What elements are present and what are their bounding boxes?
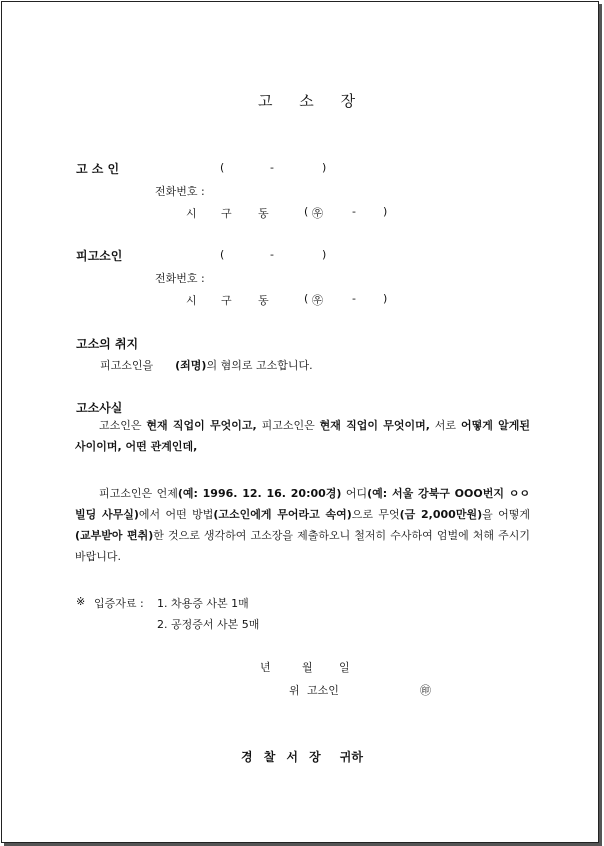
evidence-item-2: 2. 공정증서 사본 5매 [157,618,260,631]
purpose-text-a: 피고소인을 [100,359,154,372]
facts-p1-d: 현재 직업이 무엇이며, [319,419,430,432]
facts-p1-c: 피고소인은 [256,419,320,432]
document-title [258,90,355,111]
facts-p1-e: 서로 [429,419,461,432]
date-month: 월 [302,661,313,674]
accused-phone-label: 전화번호 : [155,272,205,285]
date-year: 년 [260,661,271,674]
addressee-suffix: 귀하 [339,750,363,764]
accused-rrn-open: ( [220,248,225,261]
purpose-text-c: 의 혐의로 고소합니다. [206,359,313,372]
addressee-char: 경 [241,750,253,764]
addressee-char: 서 [286,750,298,764]
accused-postal-open: ( [304,292,309,305]
complainant-rrn-close: ) [322,161,327,174]
complainant-rrn-open: ( [220,161,225,174]
evidence-item-1: 1. 차용증 사본 1매 [157,597,249,610]
document-page [1,1,599,843]
complainant-postal-open: ( [304,205,309,218]
title-char: 장 [340,92,356,110]
facts-p2-b: (예: 1996. 12. 16. 20:00경) [177,487,342,500]
complainant-label: 고 소 인 [76,162,120,176]
facts-p2-e: 에서 어떤 방법 [138,508,214,521]
facts-paragraph-1 [75,415,530,457]
date-day: 일 [339,661,350,674]
purpose-text [100,357,313,373]
accused-rrn-close: ) [322,248,327,261]
facts-p2-c: 어디 [341,487,368,500]
purpose-heading: 고소의 취지 [76,337,139,351]
facts-p2-f: (고소인에게 무어라고 속여) [213,508,352,521]
facts-p2-i: 을 어떻게 [482,508,530,521]
addressee [241,746,363,765]
accused-addr-dong: 동 [258,294,269,307]
complainant-phone-label: 전화번호 : [155,185,205,198]
facts-heading: 고소사실 [76,401,123,415]
addressee-char: 찰 [263,750,276,764]
facts-p2-g: 으로 무엇 [351,508,400,521]
purpose-crime-name: (죄명) [175,359,207,372]
complainant-addr-si: 시 [186,207,197,220]
accused-postal-dash: - [352,292,356,305]
accused-addr-si: 시 [186,294,197,307]
facts-p2-k: 한 것으로 생각하여 고소장을 제출하오니 철저히 수사하여 엄벌에 처해 주시기 바랍니다. [75,529,531,563]
complainant-addr-dong: 동 [258,207,269,220]
facts-p2-j: (교부받아 편취) [75,529,154,542]
evidence-label: 입증자료 : [94,597,144,610]
complainant-postal-close: ) [383,205,388,218]
title-char: 소 [299,92,314,110]
facts-p2-h: (금 2,000만원) [399,508,483,521]
facts-p2-a: 피고소인은 언제 [99,487,178,500]
facts-p1-b: 현재 직업이 무엇이고, [146,419,257,432]
signer-label: 고소인 [307,684,339,697]
facts-p1-f: 어떻게 알게된 사이이며, 어떤 관계인데, [75,419,530,453]
seal-icon: ㊞ [420,684,431,697]
accused-addr-gu: 구 [221,294,232,307]
addressee-char: 장 [309,750,321,764]
complainant-postal-dash: - [352,205,356,218]
facts-paragraph-2 [75,483,530,567]
signer-prefix: 위 [289,684,300,697]
postal-mark-icon: ㉾ [312,294,323,307]
complainant-rrn-dash: - [270,161,274,174]
facts-p1-a: 고소인은 [99,419,147,432]
accused-label: 피고소인 [76,249,123,263]
evidence-mark: ※ [76,595,86,608]
accused-postal-close: ) [383,292,388,305]
facts-p2-d: (예: 서울 강북구 OOO번지 ㅇㅇ빌딩 사무실) [75,487,530,521]
title-char: 고 [258,92,273,110]
postal-mark-icon: ㉾ [312,207,323,220]
complainant-addr-gu: 구 [221,207,232,220]
accused-rrn-dash: - [270,248,274,261]
